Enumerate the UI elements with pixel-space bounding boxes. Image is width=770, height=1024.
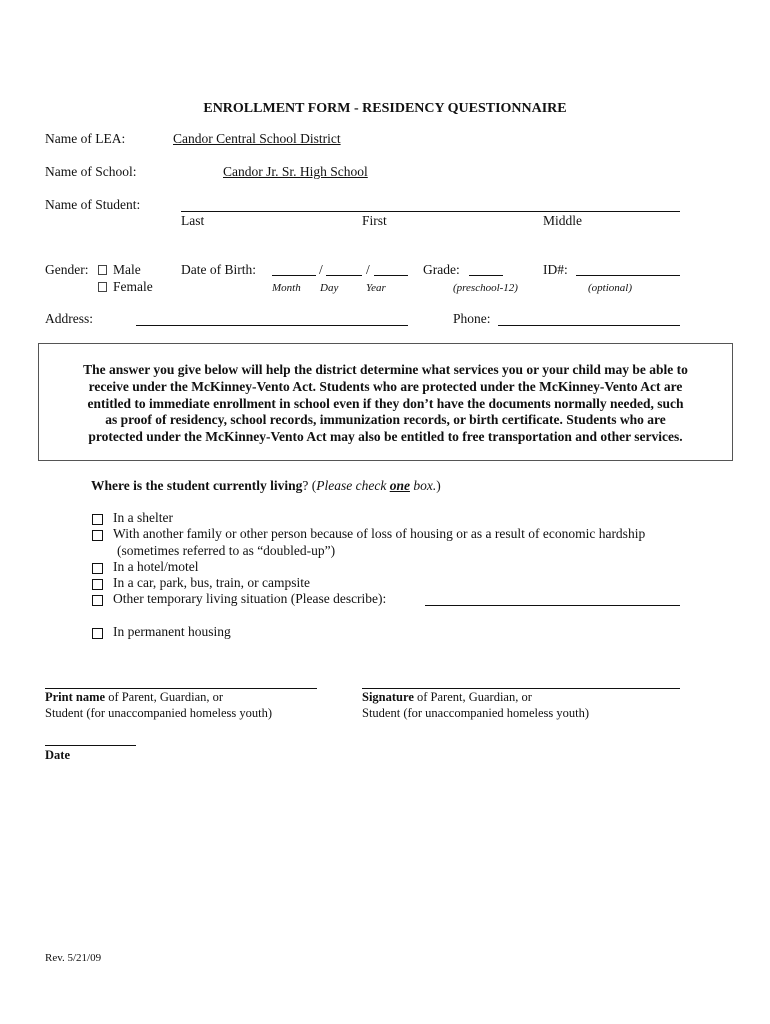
other-checkbox[interactable] — [92, 595, 103, 606]
dob-day-field[interactable] — [326, 275, 362, 276]
question-close: ) — [436, 478, 441, 493]
grade-hint: (preschool-12) — [453, 282, 518, 294]
revision-note: Rev. 5/21/09 — [45, 952, 102, 964]
doubled-up-checkbox[interactable] — [92, 530, 103, 541]
signature-caption-line2: Student (for unaccompanied homeless youth) — [362, 706, 590, 720]
print-name-bold: Print name — [45, 690, 106, 704]
id-hint: (optional) — [588, 282, 632, 294]
living-question — [91, 478, 441, 494]
student-middle-label: Middle — [543, 213, 582, 228]
female-checkbox[interactable] — [98, 282, 107, 292]
permanent-checkbox[interactable] — [92, 628, 103, 639]
female-label: Female — [113, 279, 153, 294]
question-emphasis: one — [389, 478, 410, 493]
question-instruction-end: box. — [409, 478, 437, 493]
student-last-label: Last — [181, 213, 205, 228]
hotel-label: In a hotel/motel — [113, 559, 199, 574]
date-field[interactable] — [45, 745, 136, 746]
notice-line: receive under the McKinney-Vento Act. Students who are protected under the McKinney-Vento Act are — [88, 378, 683, 394]
doubled-up-label: With another family or other person because of loss of housing or as a result of economic hardship — [113, 526, 646, 541]
car-label: In a car, park, bus, train, or campsite — [113, 575, 311, 590]
permanent-label: In permanent housing — [113, 624, 231, 639]
dob-slash: / — [366, 262, 370, 277]
shelter-checkbox[interactable] — [92, 514, 103, 525]
notice-line: protected under the McKinney-Vento Act may also be entitled to free transportation and other services. — [88, 429, 683, 445]
print-name-caption-line2: Student (for unaccompanied homeless youth) — [45, 706, 273, 720]
dob-year-field[interactable] — [374, 275, 408, 276]
notice-line: entitled to immediate enrollment in school even if they don’t have the documents normally needed, such — [87, 395, 684, 411]
student-label: Name of Student: — [45, 197, 141, 212]
dob-slash: / — [319, 262, 323, 277]
id-field[interactable] — [576, 275, 680, 276]
date-label: Date — [45, 748, 70, 762]
print-name-field[interactable] — [45, 688, 317, 689]
form-title: ENROLLMENT FORM - RESIDENCY QUESTIONNAIRE — [203, 101, 567, 116]
signature-caption — [362, 690, 532, 705]
print-name-rest: of Parent, Guardian, or — [105, 690, 224, 704]
signature-rest: of Parent, Guardian, or — [413, 690, 532, 704]
dob-year-hint: Year — [366, 282, 386, 294]
dob-month-hint: Month — [272, 282, 301, 294]
dob-month-field[interactable] — [272, 275, 316, 276]
question-lead: Where is the student currently living — [91, 478, 303, 493]
mckinney-vento-notice — [38, 343, 733, 461]
male-checkbox[interactable] — [98, 265, 107, 275]
question-mark: ? ( — [302, 478, 317, 493]
dob-label: Date of Birth: — [181, 262, 256, 277]
student-name-field[interactable] — [181, 211, 680, 212]
signature-field[interactable] — [362, 688, 680, 689]
gender-male-option[interactable] — [98, 262, 141, 278]
shelter-label: In a shelter — [113, 510, 173, 525]
student-first-label: First — [362, 213, 387, 228]
question-instruction: Please check — [316, 478, 390, 493]
hotel-checkbox[interactable] — [92, 563, 103, 574]
print-name-caption — [45, 690, 223, 705]
dob-day-hint: Day — [320, 282, 339, 294]
lea-value: Candor Central School District — [173, 131, 341, 146]
signature-bold: Signature — [362, 690, 414, 704]
notice-line: The answer you give below will help the district determine what services you or your child may be able to — [83, 362, 688, 377]
school-label: Name of School: — [45, 164, 137, 179]
grade-label: Grade: — [423, 262, 460, 277]
phone-label: Phone: — [453, 311, 491, 326]
gender-label: Gender: — [45, 262, 89, 277]
gender-female-option[interactable] — [98, 279, 153, 295]
address-label: Address: — [45, 311, 93, 326]
other-label: Other temporary living situation (Please describe): — [113, 591, 387, 606]
school-value: Candor Jr. Sr. High School — [223, 164, 368, 179]
address-field[interactable] — [136, 325, 408, 326]
id-label: ID#: — [543, 262, 568, 277]
phone-field[interactable] — [498, 325, 680, 326]
male-label: Male — [113, 262, 141, 277]
other-describe-field[interactable] — [425, 605, 680, 606]
lea-label: Name of LEA: — [45, 131, 126, 146]
notice-line: as proof of residency, school records, immunization records, or birth certificate. Students who are — [105, 412, 666, 428]
grade-field[interactable] — [469, 275, 503, 276]
car-checkbox[interactable] — [92, 579, 103, 590]
doubled-up-note: (sometimes referred to as “doubled-up”) — [117, 543, 336, 558]
